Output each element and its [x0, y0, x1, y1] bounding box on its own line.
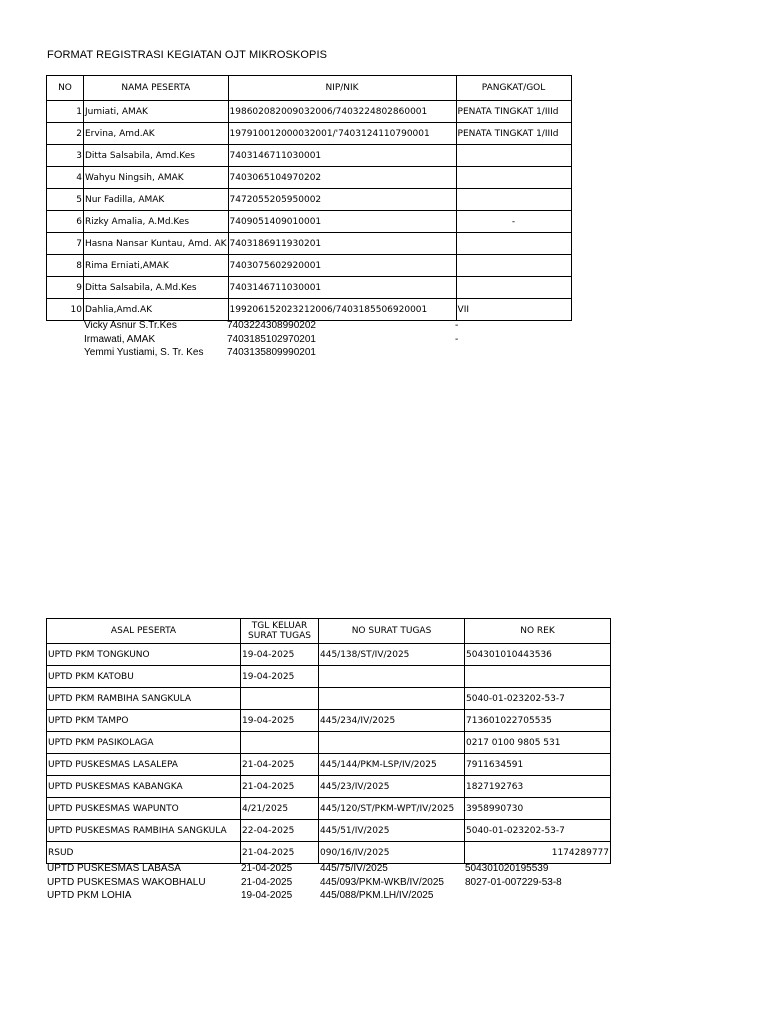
participant-table [46, 75, 572, 321]
extra-nama: Yemmi Yustiami, S. Tr. Kes [84, 347, 204, 358]
origin-table [46, 618, 611, 864]
header-no-rek: NO REK [465, 619, 611, 644]
cell-asal: UPTD PKM KATOBU [47, 666, 241, 688]
table-row [47, 732, 611, 754]
cell-surat [319, 732, 465, 754]
cell-nip: 7409051409010001 [228, 211, 456, 233]
table-row [47, 710, 611, 732]
cell-rek: 713601022705535 [465, 710, 611, 732]
cell-nip: 7403065104970202 [228, 167, 456, 189]
cell-nip: 7403146711030001 [228, 145, 456, 167]
cell-nip: 197910012000032001/'7403124110790001 [228, 123, 456, 145]
header-no-surat-tugas: NO SURAT TUGAS [319, 619, 465, 644]
cell-asal: UPTD PUSKESMAS RAMBIHA SANGKULA [47, 820, 241, 842]
cell-nip: 198602082009032006/7403224802860001 [228, 101, 456, 123]
table-row [47, 101, 572, 123]
extra-asal: UPTD PUSKESMAS LABASA [47, 863, 181, 874]
cell-gol [456, 255, 571, 277]
extra-tgl: 21-04-2025 [241, 876, 293, 888]
table-row [47, 277, 572, 299]
cell-gol: PENATA TINGKAT 1/IIId [456, 123, 571, 145]
cell-nama: Ditta Salsabila, Amd.Kes [84, 145, 229, 167]
cell-no: 6 [47, 211, 84, 233]
cell-gol [456, 145, 571, 167]
table-row [47, 842, 611, 864]
extra-nip: 7403185102970201 [227, 333, 316, 345]
extra-tgl: 21-04-2025 [241, 863, 293, 874]
cell-asal: RSUD [47, 842, 241, 864]
cell-rek: 1827192763 [465, 776, 611, 798]
table-row [47, 798, 611, 820]
participant-table-header [47, 76, 572, 101]
cell-no: 2 [47, 123, 84, 145]
cell-nip: 7403146711030001 [228, 277, 456, 299]
cell-asal: UPTD PKM TONGKUNO [47, 644, 241, 666]
table-row [47, 754, 611, 776]
extra-asal: UPTD PUSKESMAS WAKOBHALU [47, 876, 206, 888]
cell-no: 5 [47, 189, 84, 211]
table-row [47, 666, 611, 688]
cell-nip: 199206152023212006/7403185506920001 [228, 299, 456, 321]
cell-gol [456, 233, 571, 255]
cell-rek: 504301010443536 [465, 644, 611, 666]
cell-rek: 3958990730 [465, 798, 611, 820]
cell-surat: 445/120/ST/PKM-WPT/IV/2025 [319, 798, 465, 820]
cell-surat: 445/138/ST/IV/2025 [319, 644, 465, 666]
cell-gol: PENATA TINGKAT 1/IIId [456, 101, 571, 123]
table-row [47, 299, 572, 321]
cell-no: 8 [47, 255, 84, 277]
cell-gol: - [456, 211, 571, 233]
cell-nip: 7472055205950002 [228, 189, 456, 211]
cell-rek [465, 666, 611, 688]
cell-asal: UPTD PUSKESMAS LASALEPA [47, 754, 241, 776]
table-row [47, 145, 572, 167]
header-asal-peserta: ASAL PESERTA [47, 619, 241, 644]
extra-surat: 445/75/IV/2025 [320, 863, 388, 874]
cell-nama: Rima Erniati,AMAK [84, 255, 229, 277]
cell-no: 7 [47, 233, 84, 255]
header-tgl-keluar-text: TGL KELUAR SURAT TUGAS [248, 621, 311, 641]
cell-nip: 7403186911930201 [228, 233, 456, 255]
extra-nip: 7403135809990201 [227, 347, 316, 358]
cell-gol [456, 167, 571, 189]
page-title: FORMAT REGISTRASI KEGIATAN OJT MIKROSKOPIS [47, 49, 328, 61]
cell-surat: 445/144/PKM-LSP/IV/2025 [319, 754, 465, 776]
cell-gol [456, 189, 571, 211]
table-row [47, 820, 611, 842]
cell-tgl: 19-04-2025 [241, 710, 319, 732]
cell-asal: UPTD PKM PASIKOLAGA [47, 732, 241, 754]
table-row [47, 255, 572, 277]
extra-tgl: 19-04-2025 [241, 890, 293, 901]
extra-surat: 445/088/PKM.LH/IV/2025 [320, 890, 434, 901]
extra-nama: Vicky Asnur S.Tr.Kes [84, 320, 177, 331]
cell-gol [456, 277, 571, 299]
header-nama-peserta: NAMA PESERTA [84, 76, 229, 101]
header-pangkat-gol: PANGKAT/GOL [456, 76, 571, 101]
cell-asal: UPTD PUSKESMAS WAPUNTO [47, 798, 241, 820]
cell-no: 3 [47, 145, 84, 167]
cell-rek: 1174289777 [465, 842, 611, 864]
cell-surat [319, 666, 465, 688]
cell-nama: Ditta Salsabila, A.Md.Kes [84, 277, 229, 299]
cell-rek: 5040-01-023202-53-7 [465, 688, 611, 710]
cell-surat [319, 688, 465, 710]
cell-surat: 445/234/IV/2025 [319, 710, 465, 732]
extra-gol: - [455, 333, 459, 345]
cell-tgl: 19-04-2025 [241, 666, 319, 688]
extra-nip: 7403224308990202 [227, 320, 316, 331]
table-row [47, 189, 572, 211]
table-row [47, 688, 611, 710]
extra-rek: 504301020195539 [465, 863, 549, 874]
table-row [47, 211, 572, 233]
cell-tgl: 21-04-2025 [241, 776, 319, 798]
cell-tgl: 22-04-2025 [241, 820, 319, 842]
cell-tgl: 21-04-2025 [241, 842, 319, 864]
cell-asal: UPTD PKM TAMPO [47, 710, 241, 732]
cell-gol: VII [456, 299, 571, 321]
cell-nama: Hasna Nansar Kuntau, Amd. AK [84, 233, 229, 255]
cell-nama: Nur Fadilla, AMAK [84, 189, 229, 211]
table-row [47, 776, 611, 798]
cell-tgl [241, 688, 319, 710]
cell-tgl: 19-04-2025 [241, 644, 319, 666]
cell-asal: UPTD PKM RAMBIHA SANGKULA [47, 688, 241, 710]
cell-tgl [241, 732, 319, 754]
cell-surat: 445/23/IV/2025 [319, 776, 465, 798]
cell-nama: Wahyu Ningsih, AMAK [84, 167, 229, 189]
cell-rek: 0217 0100 9805 531 [465, 732, 611, 754]
cell-surat: 090/16/IV/2025 [319, 842, 465, 864]
extra-nama: Irmawati, AMAK [84, 333, 156, 345]
table-row [47, 644, 611, 666]
cell-nama: Jumiati, AMAK [84, 101, 229, 123]
header-tgl-keluar [241, 619, 319, 644]
origin-table-header [47, 619, 611, 644]
cell-no: 1 [47, 101, 84, 123]
cell-tgl: 21-04-2025 [241, 754, 319, 776]
cell-nama: Ervina, Amd.AK [84, 123, 229, 145]
cell-rek: 5040-01-023202-53-7 [465, 820, 611, 842]
table-row [47, 167, 572, 189]
cell-nama: Rizky Amalia, A.Md.Kes [84, 211, 229, 233]
extra-surat: 445/093/PKM-WKB/IV/2025 [320, 876, 444, 888]
cell-nama: Dahlia,Amd.AK [84, 299, 229, 321]
extra-asal: UPTD PKM LOHIA [47, 890, 132, 901]
cell-no: 4 [47, 167, 84, 189]
extra-rek: 8027-01-007229-53-8 [465, 876, 562, 888]
extra-gol: - [455, 320, 459, 331]
cell-no: 9 [47, 277, 84, 299]
cell-asal: UPTD PUSKESMAS KABANGKA [47, 776, 241, 798]
cell-no: 10 [47, 299, 84, 321]
cell-surat: 445/51/IV/2025 [319, 820, 465, 842]
cell-nip: 7403075602920001 [228, 255, 456, 277]
header-nip-nik: NIP/NIK [228, 76, 456, 101]
cell-tgl: 4/21/2025 [241, 798, 319, 820]
header-no: NO [47, 76, 84, 101]
table-row [47, 123, 572, 145]
table-row [47, 233, 572, 255]
cell-rek: 7911634591 [465, 754, 611, 776]
